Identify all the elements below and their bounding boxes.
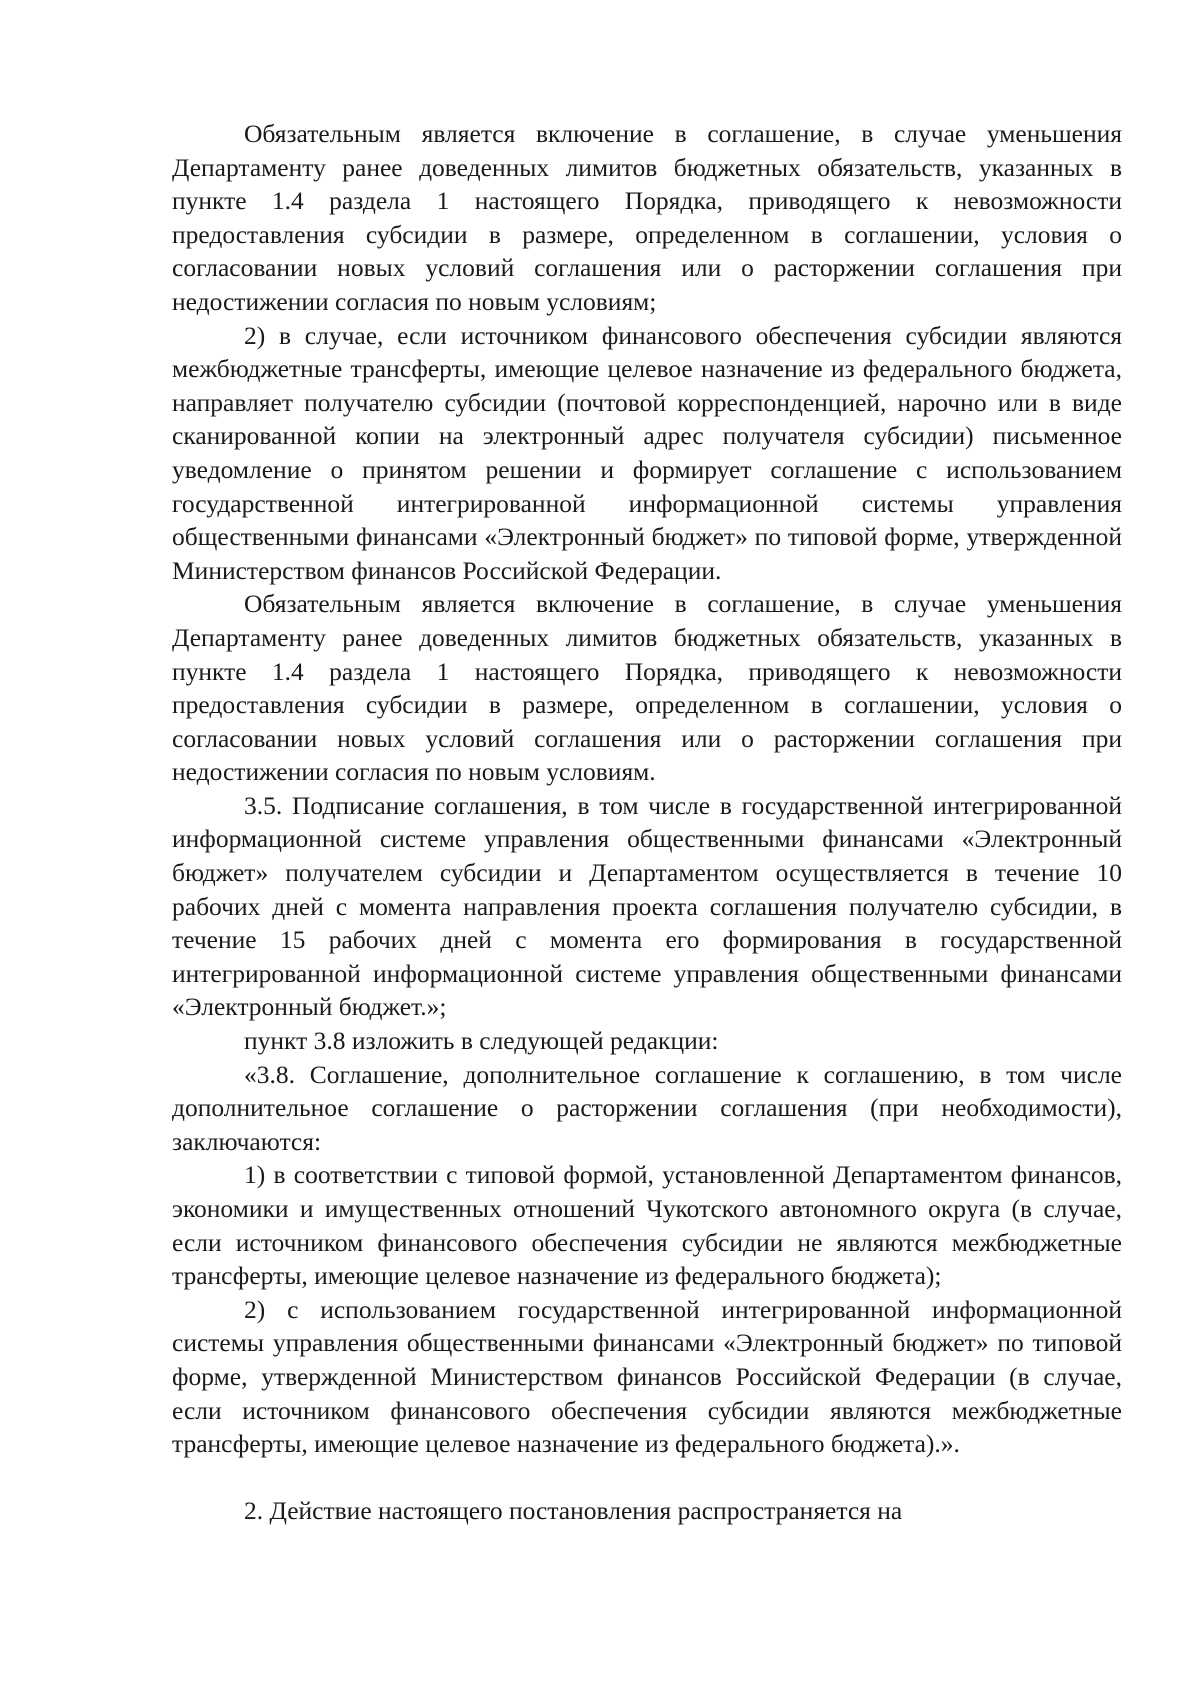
paragraph-3-8-item-1: 1) в соответствии с типовой формой, установленной Департаментом финансов, экономики и имущественных отношений Чукотского автономного округа (в случае, если источником финансового обеспечения субсидии не являются межбюджетные трансферты, имеющие целевое назначение из федерального бюджета); bbox=[172, 1160, 1122, 1291]
document-body bbox=[172, 117, 1122, 1527]
paragraph-spacer bbox=[172, 1461, 1122, 1494]
paragraph-3-5-signing: 3.5. Подписание соглашения, в том числе в государственной интегрированной информационной системе управления общественными финансами «Электронный бюджет» получателем субсидии и Департаментом осуществляется в течение 10 рабочих дней с момента направления проекта соглашения получателю субсидии, в течение 15 рабочих дней с момента его формирования в государственной интегрированной информационной системе управления общественными финансами «Электронный бюджет.»; bbox=[172, 790, 1122, 1022]
paragraph-obligatory-inclusion-1: Обязательным является включение в соглашение, в случае уменьшения Департаменту ранее доведенных лимитов бюджетных обязательств, указанных в пункте 1.4 раздела 1 настоящего Порядка, приводящего к невозможности предоставления субсидии в размере, определенном в соглашении, условия о согласовании новых условий соглашения или о расторжении соглашения при недостижении согласия по новым условиям; bbox=[172, 119, 1122, 316]
paragraph-3-8-item-2: 2) с использованием государственной интегрированной информационной системы управления общественными финансами «Электронный бюджет» по типовой форме, утвержденной Министерством финансов Российской Федерации (в случае, если источником финансового обеспечения субсидии являются межбюджетные трансферты, имеющие целевое назначение из федерального бюджета).». bbox=[172, 1294, 1122, 1459]
paragraph-amend-3-8: пункт 3.8 изложить в следующей редакции: bbox=[244, 1026, 719, 1056]
paragraph-obligatory-inclusion-2: Обязательным является включение в соглашение, в случае уменьшения Департаменту ранее доведенных лимитов бюджетных обязательств, указанных в пункте 1.4 раздела 1 настоящего Порядка, приводящего к невозможности предоставления субсидии в размере, определенном в соглашении, условия о согласовании новых условий соглашения или о расторжении соглашения при недостижении согласия по новым условиям. bbox=[172, 589, 1122, 787]
paragraph-section-2-effect: 2. Действие настоящего постановления распространяется на bbox=[244, 1495, 903, 1525]
paragraph-item-2-federal-transfers: 2) в случае, если источником финансового обеспечения субсидии являются межбюджетные трансферты, имеющие целевое назначение из федерального бюджета, направляет получателю субсидии (почтовой корреспонденцией, нарочно или в виде сканированной копии на электронный адрес получателя субсидии) письменное уведомление о принятом решении и формирует соглашение с использованием государственной интегрированной информационной системы управления общественными финансами «Электронный бюджет» по типовой форме, утвержденной Министерством финансов Российской Федерации. bbox=[172, 320, 1122, 585]
paragraph-3-8-agreement: «3.8. Соглашение, дополнительное соглашение к соглашению, в том числе дополнительное соглашение о расторжении соглашения (при необходимости), заключаются: bbox=[172, 1059, 1122, 1156]
